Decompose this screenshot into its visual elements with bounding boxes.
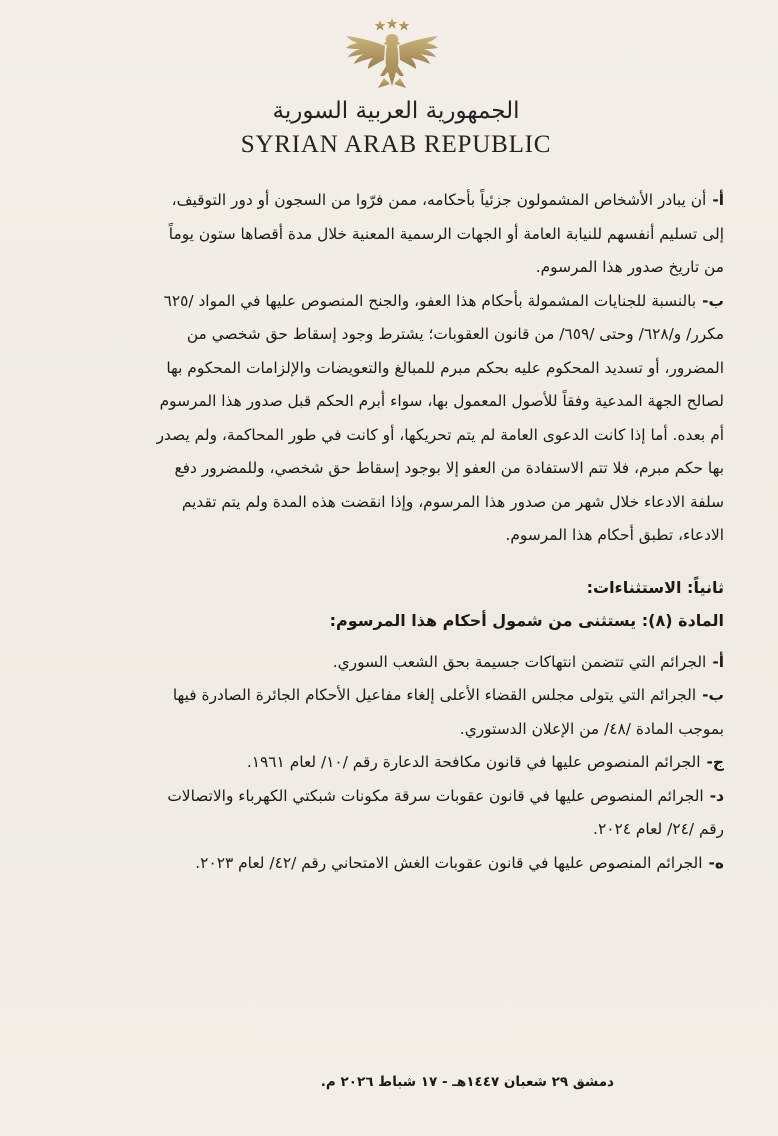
document-body <box>86 184 724 880</box>
exception-d-line-1: د-الجرائم المنصوص عليها في قانون عقوبات سرقة مكونات شبكتي الكهرباء والاتصالات <box>167 786 724 805</box>
exception-e-line-1: ه-الجرائم المنصوص عليها في قانون عقوبات الغش الامتحاني رقم /٤٢/ لعام ٢٠٢٣. <box>195 853 724 872</box>
exception-a-line-1: أ-الجرائم التي تتضمن انتهاكات جسيمة بحق الشعب السوري. <box>332 652 724 671</box>
paragraph-b-line-5: أم بعده. أما إذا كانت الدعوى العامة لم يتم تحريكها، أو كانت في طور المحاكمة، ولم يصدر <box>156 425 724 444</box>
exception-b-line-1: ب-الجرائم التي يتولى مجلس القضاء الأعلى إلغاء مفاعيل الأحكام الجائرة الصادرة فيها <box>172 686 724 704</box>
paragraph-b-line-4: لصالح الجهة المدعية وفقاً للأصول المعمول بها، سواء أبرم الحكم قبل صدور هذا المرسوم <box>159 392 724 410</box>
paragraph-b-line-3: المضرور، أو تسديد المحكوم عليه بحكم مبرم للمبالغ والتعويضات والإلزامات المحكوم بها <box>166 358 724 377</box>
paragraph-a-line-2: إلى تسليم أنفسهم للنيابة العامة أو الجهات الرسمية المعنية خلال مدة أقصاها ستون يوماً <box>168 224 724 243</box>
paragraph-b-line-2: مكرر/ و/٦٢٨/ وحتى /٦٥٩/ من قانون العقوبات؛ يشترط وجود إسقاط حق شخصي من <box>186 325 724 343</box>
paragraph-a-line-1: أ-أن يبادر الأشخاص المشمولون جزئياً بأحكامه، ممن فرّوا من السجون أو دور التوقيف، <box>171 191 724 209</box>
section-heading-exceptions: ثانياً: الاستثناءات: <box>586 577 724 597</box>
item-marker: ب- <box>702 291 724 310</box>
exception-d-line-2: رقم /٢٤/ لعام ٢٠٢٤. <box>593 820 724 838</box>
paragraph-b-line-1: ب-بالنسبة للجنايات المشمولة بأحكام هذا العفو، والجنح المنصوص عليها في المواد /٦٢٥ <box>163 291 724 310</box>
article-8-heading: المادة (٨): يستثنى من شمول أحكام هذا المرسوم: <box>329 611 724 630</box>
footer-date-line: دمشق ٢٩ شعبان ١٤٤٧هـ - ١٧ شباط ٢٠٢٦ م. <box>320 1074 614 1090</box>
paragraph-b-line-8: الادعاء، تطبق أحكام هذا المرسوم. <box>505 526 724 544</box>
paragraph-b-line-6: بها حكم مبرم، فلا تتم الاستفادة من العفو إلا بوجود إسقاط حق شخصي، وللمضرور دفع <box>174 459 724 477</box>
paragraph-b-line-7: سلفة الادعاء خلال شهر من صدور هذا المرسوم، وإذا انقضت هذه المدة ولم يتم تقديم <box>181 492 724 511</box>
eagle-emblem-icon <box>340 16 444 96</box>
item-marker: ب- <box>702 686 724 704</box>
header-title-arabic: الجمهورية العربية السورية <box>272 98 520 124</box>
item-marker: ه- <box>708 853 724 872</box>
item-marker: أ- <box>712 191 724 209</box>
exception-c-line-1: ج-الجرائم المنصوص عليها في قانون مكافحة الدعارة رقم /١٠/ لعام ١٩٦١. <box>246 753 724 771</box>
item-marker: د- <box>709 786 724 805</box>
header-title-english: SYRIAN ARAB REPUBLIC <box>240 131 552 158</box>
item-marker: أ- <box>712 652 724 671</box>
item-marker: ج- <box>706 753 724 771</box>
paragraph-a-line-3: من تاريخ صدور هذا المرسوم. <box>535 258 724 276</box>
exception-b-line-2: بموجب المادة /٤٨/ من الإعلان الدستوري. <box>459 719 724 738</box>
